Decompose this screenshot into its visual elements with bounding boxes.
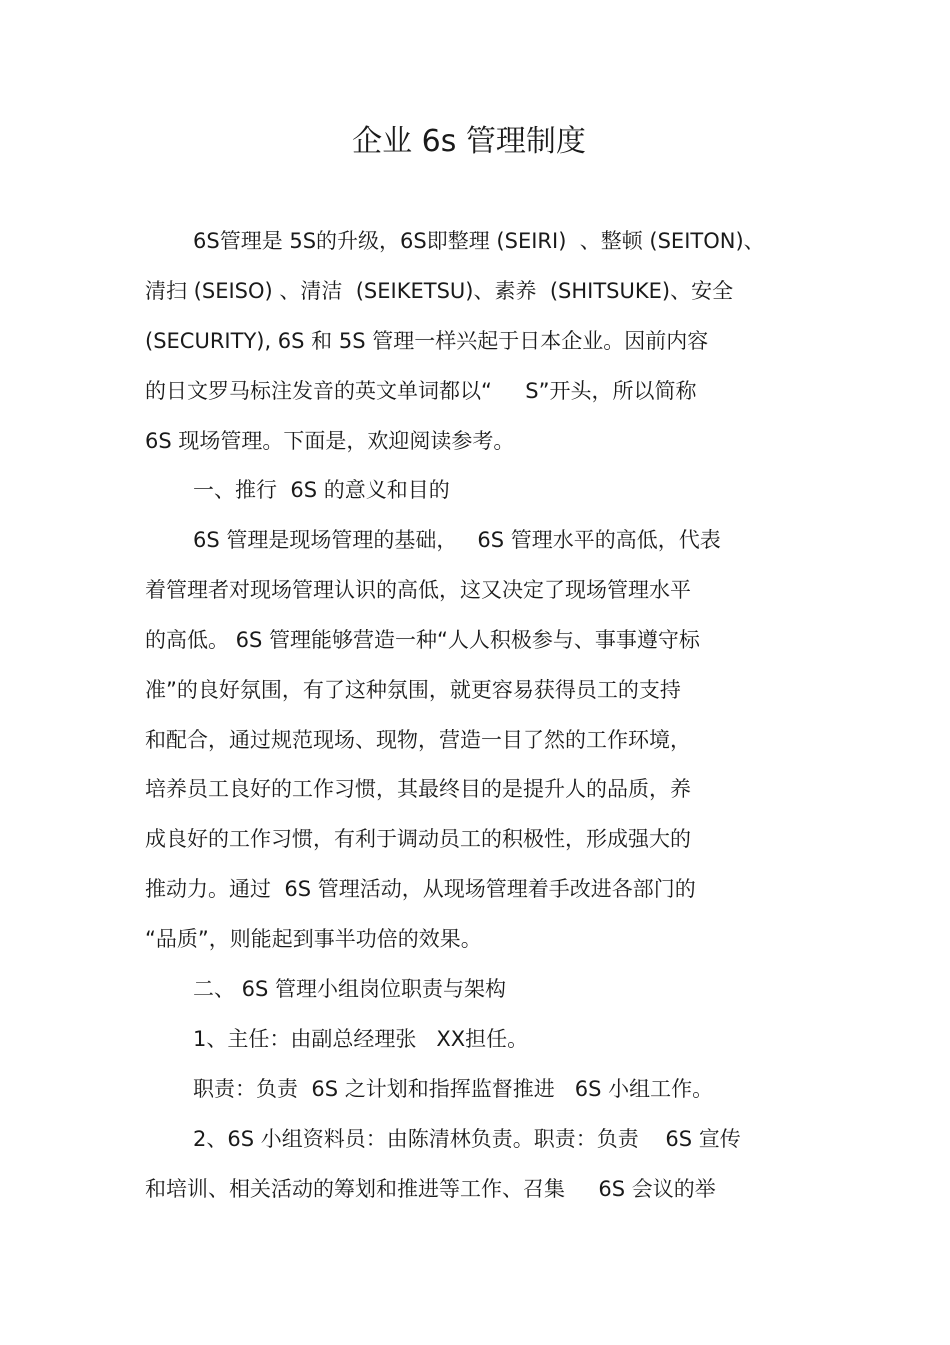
paragraph-line: 的日文罗马标注发音的英文单词都以“ S”开头，所以简称 — [145, 379, 697, 403]
document-title: 企业 6s 管理制度 — [352, 124, 586, 159]
paragraph-line: “品质”，则能起到事半功倍的效果。 — [145, 927, 482, 951]
paragraph-line: 和培训、相关活动的筹划和推进等工作、召集 6S 会议的举 — [145, 1177, 716, 1201]
paragraph-line: 和配合，通过规范现场、现物，营造一目了然的工作环境， — [145, 728, 691, 752]
section-heading: 二、 6S 管理小组岗位职责与架构 — [193, 977, 507, 1001]
paragraph-line: 培养员工良好的工作习惯，其最终目的是提升人的品质，养 — [145, 777, 691, 801]
paragraph-line: 清扫 (SEISO) 、清洁 (SEIKETSU)、素养 (SHITSUKE)、安全 — [145, 279, 734, 303]
paragraph-line: 着管理者对现场管理认识的高低，这又决定了现场管理水平 — [145, 578, 691, 602]
paragraph-line: 6S 管理是现场管理的基础， 6S 管理水平的高低，代表 — [193, 528, 721, 552]
paragraph-line: 2、6S 小组资料员：由陈清林负责。职责：负责 6S 宣传 — [193, 1127, 741, 1151]
paragraph-line: 1、主任：由副总经理张 XX担任。 — [193, 1027, 529, 1051]
section-heading: 一、推行 6S 的意义和目的 — [193, 478, 450, 502]
paragraph-line: (SECURITY), 6S 和 5S 管理一样兴起于日本企业。因前内容 — [145, 329, 709, 353]
paragraph-line: 准”的良好氛围，有了这种氛围，就更容易获得员工的支持 — [145, 678, 681, 702]
paragraph-line: 的高低。 6S 管理能够营造一种“人人积极参与、事事遵守标 — [145, 628, 700, 652]
paragraph-line: 职责：负责 6S 之计划和指挥监督推进 6S 小组工作。 — [193, 1077, 714, 1101]
paragraph-line: 6S管理是 5S的升级，6S即整理 (SEIRI) 、整顿 (SEITON)、 — [193, 229, 765, 253]
paragraph-line: 6S 现场管理。下面是，欢迎阅读参考。 — [145, 429, 515, 453]
paragraph-line: 推动力。通过 6S 管理活动，从现场管理着手改进各部门的 — [145, 877, 696, 901]
paragraph-line: 成良好的工作习惯，有利于调动员工的积极性，形成强大的 — [145, 827, 691, 851]
